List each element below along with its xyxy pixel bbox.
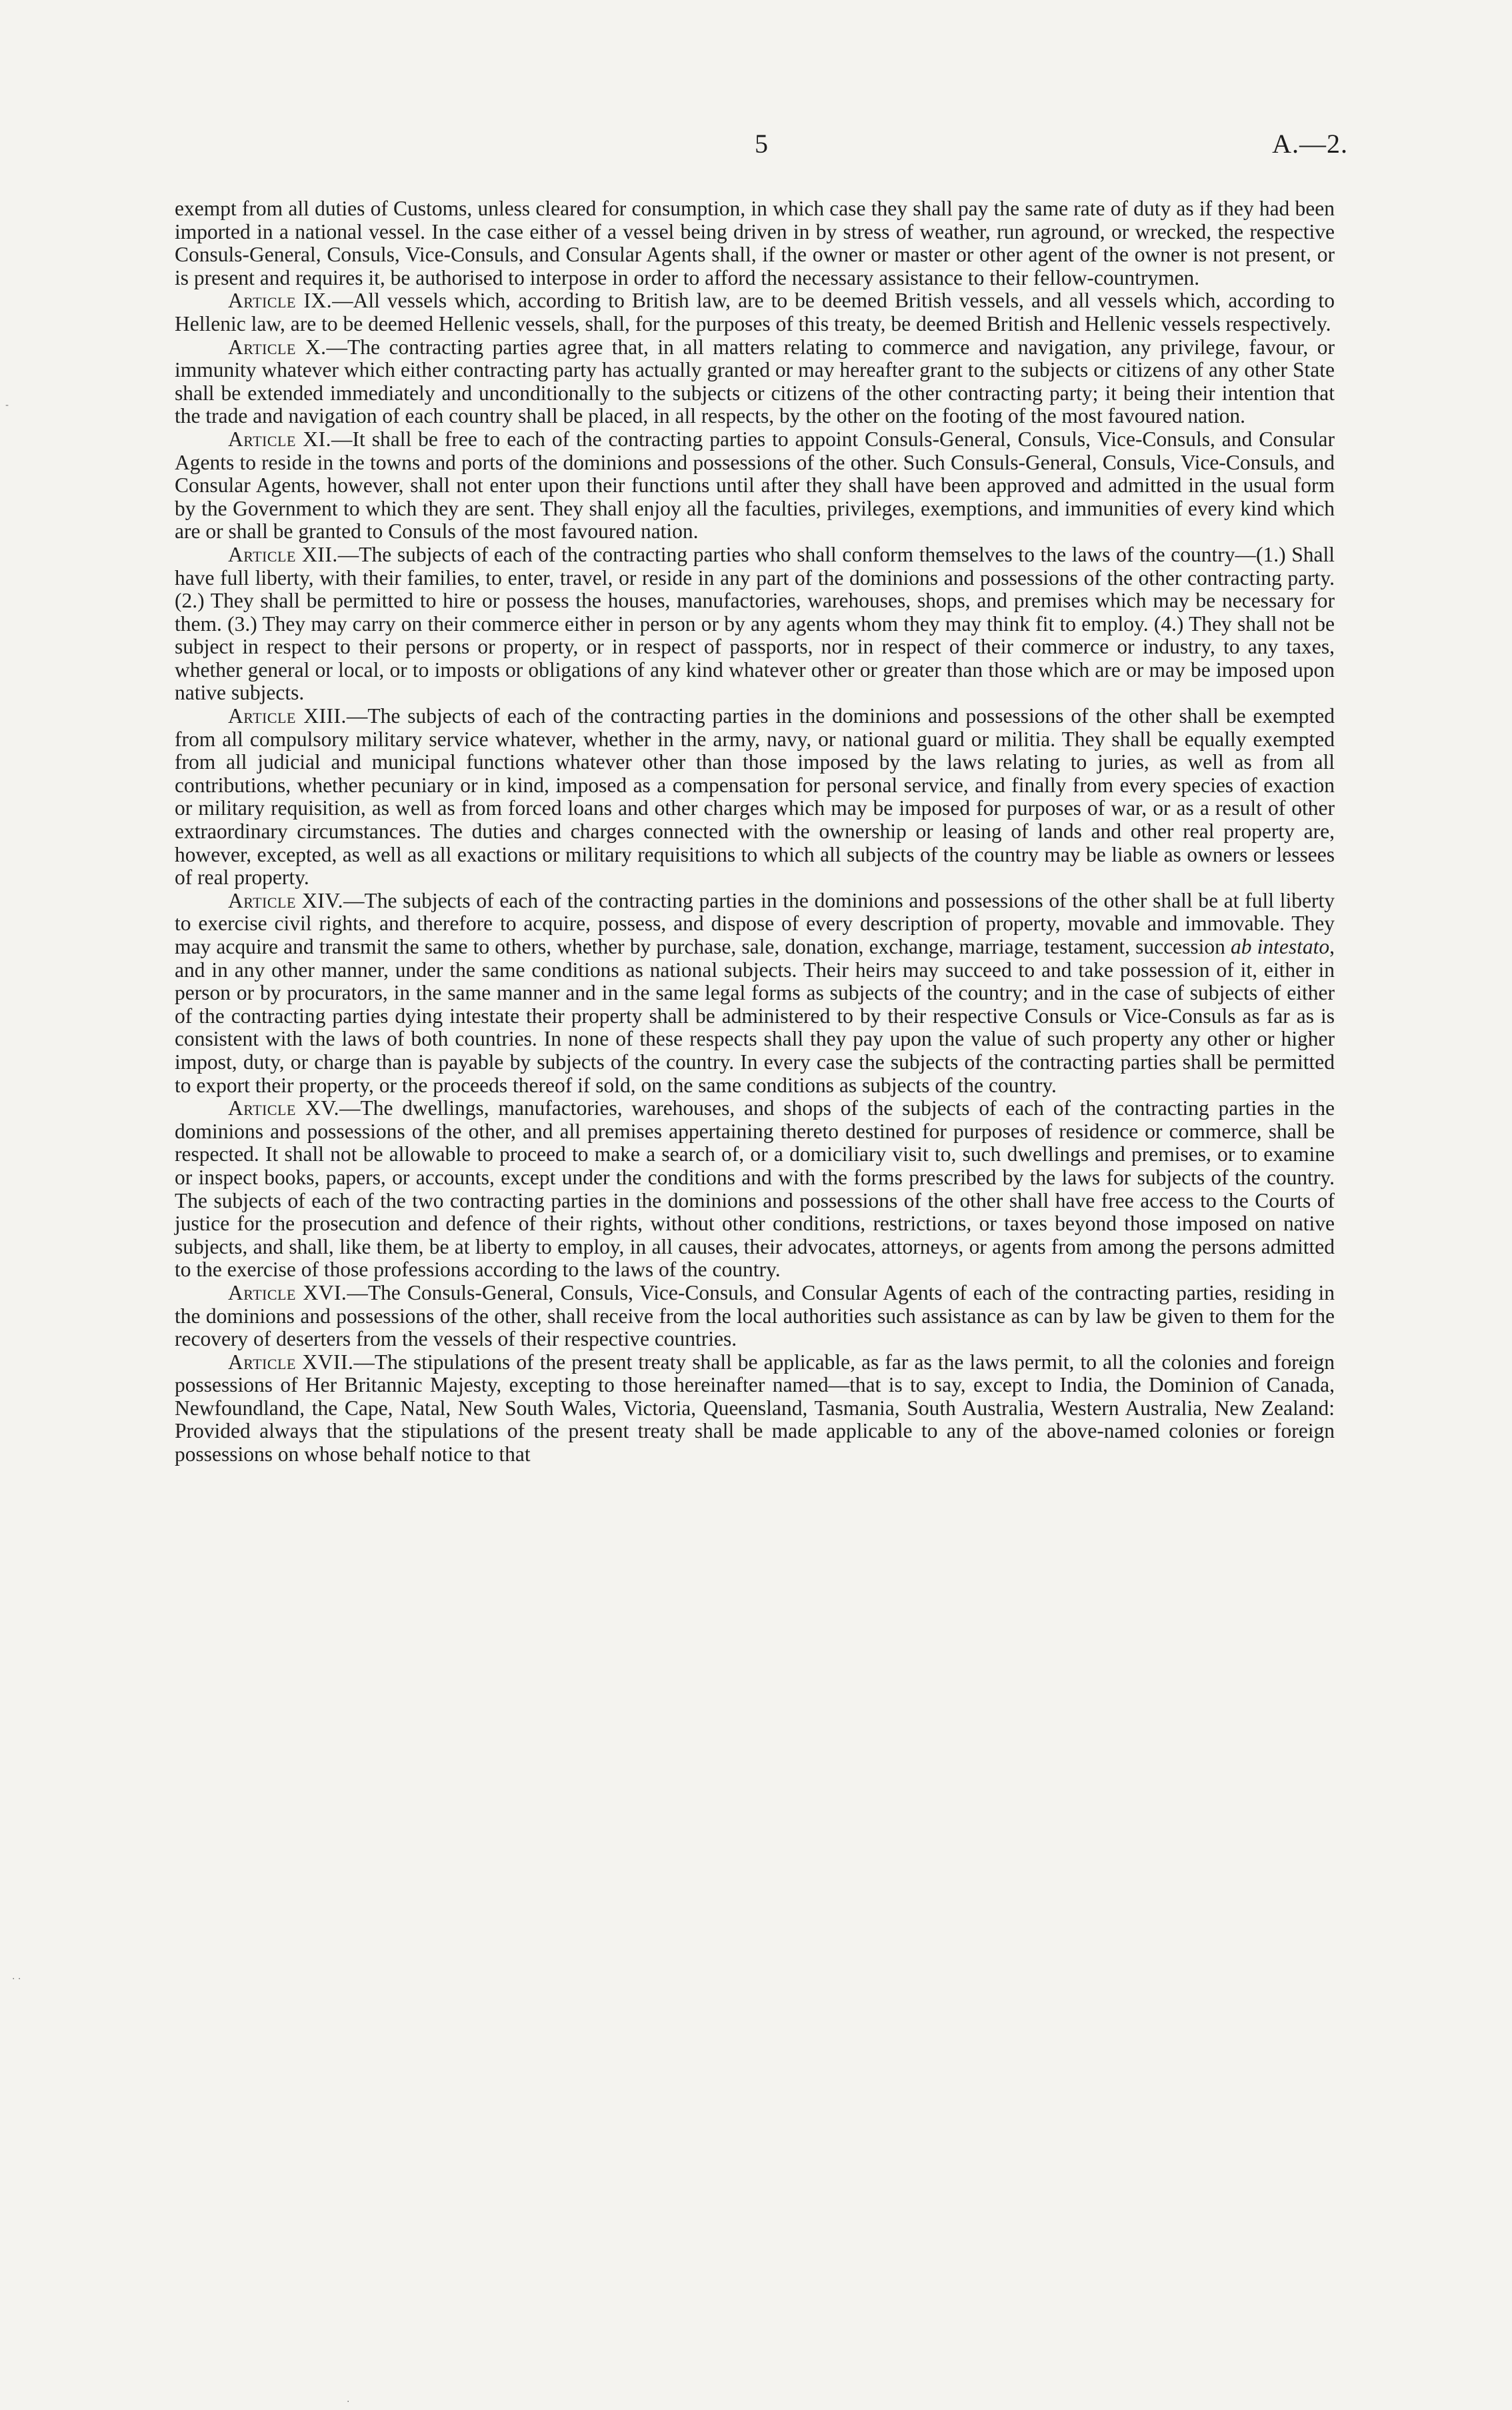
article-text: —All vessels which, according to British law, are to be deemed British vessels, and all vessels which, according to Hellenic law, are to be deemed Hellenic vessels, shall, for the purposes of this treaty, be deemed British and Hellenic vessels respectively.	[175, 289, 1335, 335]
paragraph-continuation	[175, 197, 1335, 289]
article-label: Article XII.	[228, 542, 338, 566]
article-label: Article XVII.	[228, 1350, 354, 1374]
article-label: Article XV.	[228, 1096, 339, 1120]
article-xv	[175, 1097, 1335, 1282]
article-ix	[175, 289, 1335, 335]
article-label: Article X.	[228, 335, 327, 359]
article-label: Article XIII.	[228, 704, 347, 728]
document-reference: A.—2.	[1272, 129, 1348, 159]
article-xi	[175, 428, 1335, 543]
scan-mark: · ·	[12, 1974, 21, 1985]
article-xvii	[175, 1351, 1335, 1466]
scan-mark: -	[5, 400, 9, 411]
article-label: Article IX.	[228, 289, 333, 313]
paragraph-text: exempt from all duties of Customs, unless cleared for consumption, in which case they shall pay the same rate of duty as if they had been imported in a national vessel. In the case either of a vessel being driven in by stress of weather, run aground, or wrecked, the respective Consuls-General, Consuls, Vice-Consuls, and Consular Agents shall, if the owner or master or other agent of the owner is not present, or is present and requires it, be authorised to interpose in order to afford the necessary assistance to their fellow-countrymen.	[175, 197, 1335, 289]
article-xiv	[175, 890, 1335, 1097]
article-text: —The subjects of each of the contracting parties in the dominions and possessions of the other shall be exempted from all compulsory military service whatever, whether in the army, navy, or national guard or militia. They shall be equally exempted from all judicial and municipal functions whatever other than those imposed by the laws relating to juries, as well as from all contributions, whether pecuniary or in kind, imposed as a compensation for personal service, and finally from every species of exaction or military requisition, as well as from forced loans and other charges which may be imposed for purposes of war, or as a result of other extraordinary circumstances. The duties and charges connected with the ownership or leasing of lands and other real property are, however, excepted, as well as all exactions or military requisitions to which all subjects of the country may be liable as owners or lessees of real property.	[175, 704, 1335, 890]
scan-mark: .	[347, 2394, 350, 2405]
article-text: —The stipulations of the present treaty shall be applicable, as far as the laws permit, to all the colonies and foreign possessions of Her Britannic Majesty, excepting to those hereinafter named—that is to say, except to India, the Dominion of Canada, Newfoundland, the Cape, Natal, New South Wales, Victoria, Queensland, Tasmania, South Australia, Western Australia, New Zealand: Provided always that the stipulations of the present treaty shall be made applicable to any of the above-named colonies or foreign possessions on whose behalf notice to that	[175, 1350, 1335, 1466]
article-text: —The contracting parties agree that, in all matters relating to commerce and navigation, any privilege, favour, or immunity whatever which either contracting party has actually granted or may hereafter grant to the subjects or citizens of any other State shall be extended immediately and unconditionally to the subjects or citizens of the other contracting party; it being their intention that the trade and navigation of each country shall be placed, in all respects, by the other on the footing of the most favoured nation.	[175, 335, 1335, 428]
article-x	[175, 336, 1335, 428]
article-label: Article XI.	[228, 427, 331, 451]
article-text: —It shall be free to each of the contracting parties to appoint Consuls-General, Consuls, Vice-Consuls, and Consular Agents to reside in the towns and ports of the dominions and possessions of the other. Such Consuls-General, Consuls, Vice-Consuls, and Consular Agents, however, shall not enter upon their functions until after they shall have been approved and admitted in the usual form by the Government to which they are sent. They shall enjoy all the faculties, privileges, exemptions, and immunities of every kind which are or shall be granted to Consuls of the most favoured nation.	[175, 427, 1335, 543]
latin-phrase: ab intestato	[1231, 935, 1330, 958]
treaty-text	[175, 197, 1335, 1466]
page-header	[175, 128, 1348, 168]
article-text: —The dwellings, manufactories, warehouses, and shops of the subjects of each of the contracting parties in the dominions and possessions of the other, and all premises appertaining thereto destined for purposes of residence or commerce, shall be respected. It shall not be allowable to proceed to make a search of, or a domiciliary visit to, such dwellings and premises, or to examine or inspect books, papers, or accounts, except under the conditions and with the forms prescribed by the laws for subjects of the country. The subjects of each of the two contracting parties in the dominions and possessions of the other shall have free access to the Courts of justice for the prosecution and defence of their rights, without other conditions, restrictions, or taxes beyond those imposed on native subjects, and shall, like them, be at liberty to employ, in all causes, their advocates, attorneys, or agents from among the persons admitted to the exercise of those professions according to the laws of the country.	[175, 1096, 1335, 1282]
page-number: 5	[755, 129, 768, 159]
article-label: Article XIV.	[228, 888, 343, 912]
article-text: , and in any other manner, under the same conditions as national subjects. Their heirs may succeed to and take possession of it, either in person or by procurators, in the same manner and in the same legal forms as subjects of the country; and in the case of subjects of either of the contracting parties dying intestate their property shall be administered to by their respective Consuls or Vice-Consuls as far as is consistent with the laws of both countries. In none of these respects shall they pay upon the value of such property any other or higher impost, duty, or charge than is payable by subjects of the country. In every case the subjects of the contracting parties shall be permitted to export their property, or the proceeds thereof if sold, on the same conditions as subjects of the country.	[175, 935, 1335, 1097]
article-label: Article XVI.	[228, 1280, 347, 1304]
article-xii	[175, 543, 1335, 705]
article-text: —The subjects of each of the contracting parties who shall conform themselves to the laws of the country—(1.) Shall have full liberty, with their families, to enter, travel, or reside in any part of the dominions and possessions of the other contracting party. (2.) They shall be permitted to hire or possess the houses, manufactories, warehouses, shops, and premises which may be necessary for them. (3.) They may carry on their commerce either in person or by any agents whom they may think fit to employ. (4.) They shall not be subject in respect to their persons or property, or in respect of passports, nor in respect of their commerce or industry, to any taxes, whether general or local, or to imposts or obligations of any kind whatever other or greater than those which are or may be imposed upon native subjects.	[175, 542, 1335, 705]
article-text: —The Consuls-General, Consuls, Vice-Consuls, and Consular Agents of each of the contracting parties, residing in the dominions and possessions of the other, shall receive from the local authorities such assistance as can by law be given to them for the recovery of deserters from the vessels of their respective countries.	[175, 1280, 1335, 1351]
article-xvi	[175, 1282, 1335, 1351]
article-xiii	[175, 705, 1335, 890]
article-text-before: —The subjects of each of the contracting parties in the dominions and possessions of the other shall be at full liberty to exercise civil rights, and therefore to acquire, possess, and dispose of every description of property, movable and immovable. They may acquire and transmit the same to others, whether by purchase, sale, donation, exchange, marriage, testament, succession	[175, 888, 1335, 958]
